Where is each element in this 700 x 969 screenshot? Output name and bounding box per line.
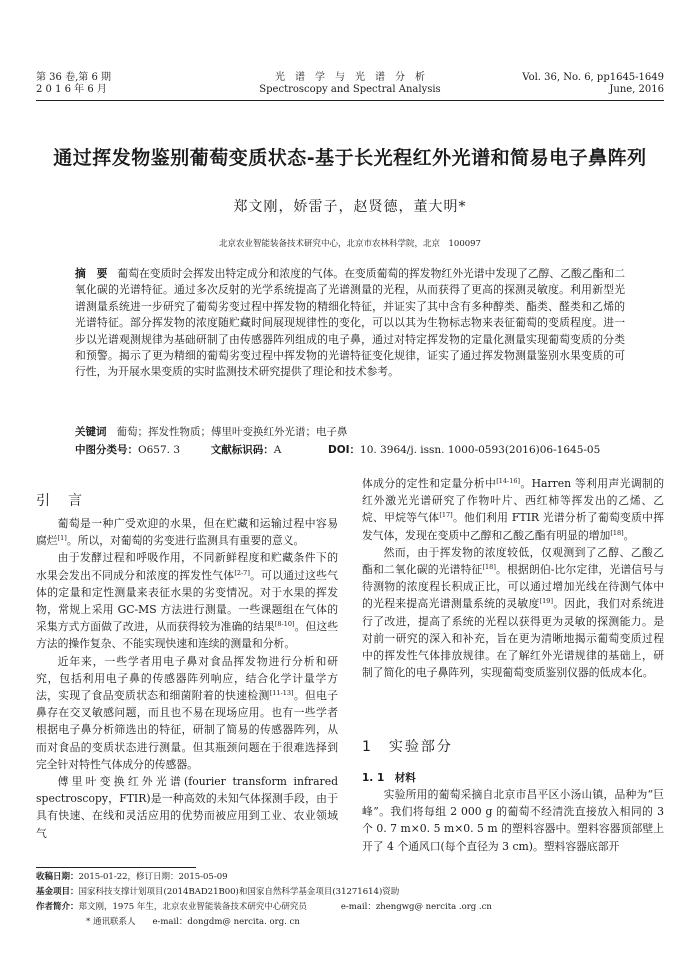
doc-code-value: A [273, 444, 282, 456]
left-column [36, 515, 338, 842]
citation: [2-7] [234, 568, 250, 577]
intro-continuation: 体成分的定性和定量分析中[14-16]。Harren 等利用声光调制的红外激光光谱研究了作物叶片、西红柿等挥发出的乙烯、乙烷、甲烷等气体[17]。他们利用 FTIR 光谱分析了葡萄变质中挥发气体，发现在变质中乙醇和乙酸乙酯有明显的增加[18]。 [362, 477, 665, 542]
keywords-text: 葡萄；挥发性物质；傅里叶变换红外光谱；电子鼻 [116, 426, 348, 438]
citation: [14-16] [496, 477, 521, 485]
abstract-label: 摘 要 [75, 267, 108, 280]
citation: [18] [610, 528, 624, 537]
citation: [18] [482, 563, 496, 572]
author-email: e-mail：zhengwg@ nercita .org .cn [340, 902, 492, 912]
footnote-fund: 基金项目：国家科技支撑计划项目(2014BAD21B00)和国家自然科学基金项目(31271614)资助 [36, 887, 400, 897]
citation: [1] [57, 534, 67, 543]
footnote-author: 作者简介：郑文刚，1975 年生，北京农业智能装备技术研究中心研究员 e-mail：zhengwg@ nercita .org .cn [36, 902, 492, 912]
subsection-materials-title: 1. 1 材料 [362, 772, 416, 784]
citation: [8-10] [274, 620, 295, 629]
section-experiment-title: 1 实验部分 [362, 739, 453, 755]
volume-issue-cn: 第 36 卷,第 6 期 [36, 72, 111, 83]
journal-name-cn: 光 谱 学 与 光 谱 分 析 [275, 72, 425, 83]
section-intro-title: 引 言 [36, 493, 84, 509]
journal-name-en: Spectroscopy and Spectral Analysis [259, 84, 441, 95]
intro-paragraph-5: 然而，由于挥发物的浓度较低，仅观测到了乙醇、乙酸乙酯和二氧化碳的光谱特征[18]。根据朗伯-比尔定律，光谱信号与待测物的浓度程长积成正比，可以通过增加光线在待测气体中的光程来提高光谱测量系统的灵敏度[19]。因此，我们对系统进行了改进，提高了系统的光程以获得更为灵敏的探测能力。是对前一研究的深入和补充，旨在更为清晰地揭示葡萄变质过程中的挥发性气体排放规律。在了解红外光谱规律的基础上，研制了简化的电子鼻阵列，实现葡萄变质鉴别仪器的低成本化。 [362, 545, 665, 680]
clc-value: O657. 3 [138, 444, 181, 456]
materials-text [362, 786, 664, 855]
keywords-label: 关键词 [75, 426, 107, 438]
footnote-rule [36, 867, 196, 868]
abstract [75, 266, 625, 381]
doi-value: 10. 3964/j. issn. 1000-0593(2016)06-1645-05 [360, 444, 601, 456]
materials-paragraph: 实验所用的葡萄采摘自北京市昌平区小汤山镇，品种为“巨峰”。我们将每组 2 000 g 的葡萄不经清洗直接放入相同的 3 个 0. 7 m×0. 5 m×0. 5 m 的塑料容器中。塑料容器顶部壁上开了 4 个通风口(每个直径为 3 cm)。塑料容器底部开 [362, 788, 664, 853]
citation: [19] [539, 597, 553, 606]
right-column [362, 475, 664, 681]
header-rule [36, 100, 664, 101]
author-list: 郑文刚，娇雷子，赵贤德，董大明* [233, 199, 467, 215]
doc-code-label: 文献标识码： [210, 444, 274, 456]
citation: [17] [439, 511, 453, 520]
intro-paragraph-4: 傅里叶变换红外光谱(fourier transform infrared spectroscopy，FTIR)是一种高效的未知气体探测手段，由于具有快速、在线和灵活应用的优势而被应用到工业、农业领域气 [36, 775, 338, 840]
doi-label: DOI： [327, 444, 361, 456]
affiliation: 北京农业智能装备技术研究中心，北京市农林科学院，北京 100097 [219, 239, 481, 249]
keywords [75, 424, 625, 441]
intro-paragraph-2: 由于发酵过程和呼吸作用，不同新鲜程度和贮藏条件下的水果会发出不同成分和浓度的挥发性气体[2-7]。可以通过这些气体的定量和定性测量来表征水果的劣变情况。对于水果的挥发物，常规上采用 GC-MS 方法进行测量。一些课题组在气体的采集方式方面做了改进，从而获得较为准确的结果[8-10]。但这些方法的操作复杂、不能实现快速和连续的测量和分析。 [36, 551, 339, 651]
footnote-received: 收稿日期：2015-01-22，修订日期：2015-05-09 [36, 872, 228, 882]
intro-paragraph-3: 近年来，一些学者用电子鼻对食品挥发物进行分析和研究，包括利用电子鼻的传感器阵列响应，结合化学计量学方法，实现了食品变质状态和细菌附着的快速检测[11-13]。但电子鼻存在交叉敏感问题，而且也不易在现场应用。也有一些学者根据电子鼻分析筛选出的特征，研制了简易的传感器阵列，从而对食品的变质状态进行测量。但其瓶颈问题在于很难选择到完全针对特性气体成分的传感器。 [36, 654, 339, 771]
intro-paragraph-1: 葡萄是一种广受欢迎的水果，但在贮藏和运输过程中容易腐烂[1]。所以，对葡萄的劣变进行监测具有重要的意义。 [36, 517, 338, 548]
footnote-corresponding: * 通讯联系人 e-mail：dongdm@ nercita. org. cn [86, 917, 300, 927]
volume-issue-en: Vol. 36, No. 6, pp1645-1649 [522, 72, 664, 83]
clc-label: 中图分类号： [75, 444, 138, 456]
abstract-text: 葡萄在变质时会挥发出特定成分和浓度的气体。在变质葡萄的挥发物红外光谱中发现了乙醇、乙酸乙酯和二氧化碳的光谱特征。通过多次反射的光学系统提高了光谱测量的光程，从而获得了更高的探测灵敏度。利用新型光谱测量系统进一步研究了葡萄劣变过程中挥发物的精细化特征，并证实了其中含有多种醇类、酯类、醛类和乙烯的光谱特征。部分挥发物的浓度随贮藏时间展现规律性的变化，可以以其为生物标志物来表征葡萄的变质程度。进一步以光谱观测规律为基础研制了由传感器阵列组成的电子鼻，通过对特定挥发物的定量化测量实现葡萄变质的分类和预警。揭示了更为精细的葡萄劣变过程中挥发物的光谱特征变化规律，证实了通过挥发物测量鉴别水果变质的可行性，为开展水果变质的实时监测技术研究提供了理论和技术参考。 [75, 267, 626, 379]
date-cn: 2 0 1 6 年 6 月 [36, 84, 107, 95]
paper-title: 通过挥发物鉴别葡萄变质状态-基于长光程红外光谱和简易电子鼻阵列 [53, 147, 647, 169]
classification-line [75, 442, 625, 459]
citation: [11-13] [269, 689, 294, 698]
date-en: June, 2016 [609, 84, 664, 95]
